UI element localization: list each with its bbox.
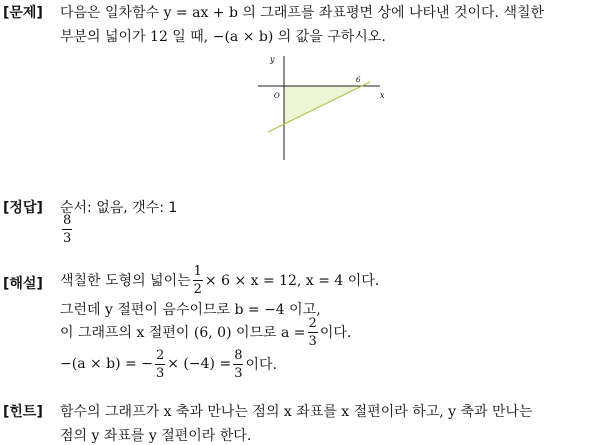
solution-line-1-text-b: × 6 × x = 12, x = 4 이다.: [204, 273, 380, 289]
frac-1-denominator: 2: [193, 281, 202, 297]
hint-line-2: 점의 y 좌표를 y 절편이라 한다.: [60, 428, 252, 444]
solution-line-3: [60, 315, 351, 349]
answer-value: [60, 214, 74, 245]
y-axis-label: y: [270, 55, 275, 64]
frac-2-numerator: 2: [308, 315, 317, 331]
answer-label: [정답]: [3, 200, 43, 216]
frac-3-denominator: 3: [155, 365, 165, 381]
solution-line-4-text-a: −(a × b) = −: [60, 356, 153, 372]
problem-label: [문제]: [3, 5, 43, 21]
origin-label: O: [274, 92, 280, 100]
frac-4-numerator: 8: [234, 347, 243, 363]
answer-numerator: 8: [63, 213, 72, 228]
frac-4-denominator: 3: [234, 365, 243, 381]
solution-label: [해설]: [3, 276, 43, 292]
solution-line-3-text-b: 이다.: [319, 325, 352, 341]
frac-1-numerator: 1: [193, 263, 202, 279]
solution-line-4: [60, 346, 277, 382]
graph-figure: [0, 48, 592, 218]
hint-line-1: 함수의 그래프가 x 축과 만나는 점의 x 좌표를 x 절편이라 하고, y 축과 만나는: [60, 404, 533, 420]
solution-line-3-text-a: 이 그래프의 x 절편이 (6, 0) 이므로 a =: [60, 325, 306, 341]
hint-label: [힌트]: [3, 404, 43, 420]
solution-line-4-text-b: × (−4) =: [167, 356, 232, 372]
solution-line-2: 그런데 y 절편이 음수이므로 b = −4 이고,: [60, 302, 321, 318]
frac-3-numerator: 2: [155, 347, 165, 363]
x-intercept-label: 6: [356, 76, 361, 84]
answer-meta: 순서: 없음, 갯수: 1: [60, 200, 178, 216]
frac-2-denominator: 3: [308, 333, 317, 349]
answer-denominator: 3: [63, 231, 72, 246]
solution-line-1: [60, 263, 379, 297]
x-axis-label: x: [380, 91, 385, 100]
solution-line-1-text-a: 색칠한 도형의 넓이는: [60, 273, 191, 289]
solution-line-4-text-c: 이다.: [245, 357, 277, 373]
problem-text-line-1: 다음은 일차함수 y = ax + b 의 그래프를 좌표평면 상에 나타낸 것이다. 색칠한: [60, 5, 545, 21]
problem-text-line-2: 부분의 넓이가 12 일 때, −(a × b) 의 값을 구하시오.: [60, 29, 386, 45]
